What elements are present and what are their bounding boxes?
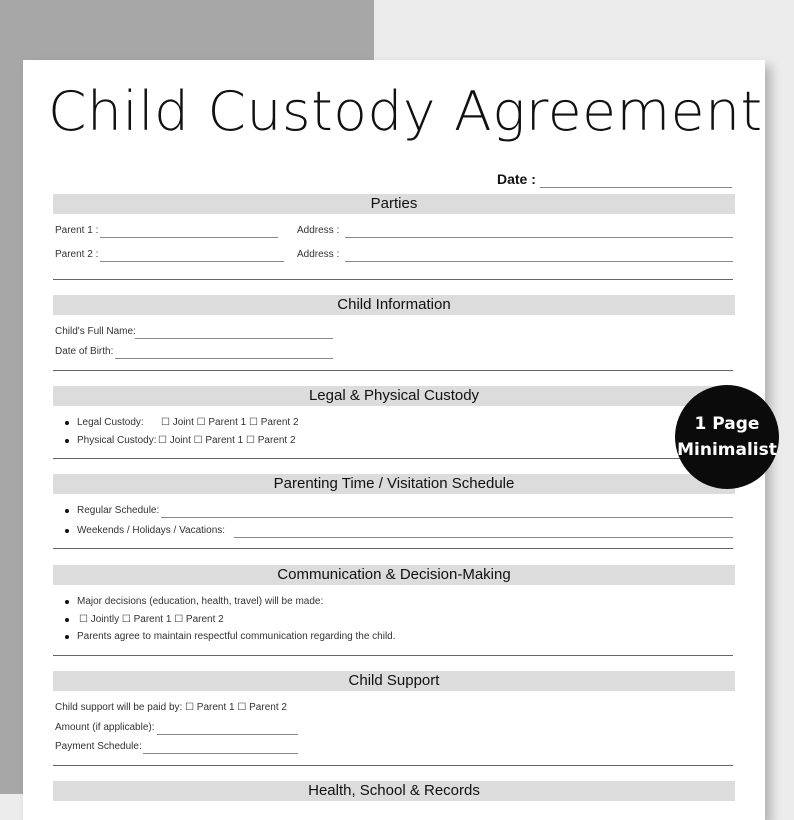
address2-label: Address : xyxy=(297,249,340,260)
amount-field-line[interactable] xyxy=(157,734,298,735)
date-field-line[interactable] xyxy=(540,187,732,188)
physical-custody-label: Physical Custody: xyxy=(77,435,157,446)
weekends-label: Weekends / Holidays / Vacations: xyxy=(77,525,226,536)
date-of-birth-label: Date of Birth: xyxy=(55,346,114,357)
address1-label: Address : xyxy=(297,225,340,236)
bullet-icon xyxy=(65,421,69,425)
section-divider xyxy=(53,370,733,371)
parent1-field-line[interactable] xyxy=(100,237,278,238)
address1-field-line[interactable] xyxy=(345,237,733,238)
regular-schedule-label: Regular Schedule: xyxy=(77,505,160,516)
badge-line-2: Minimalist xyxy=(677,440,777,460)
physical-custody-options[interactable]: ☐ Joint ☐ Parent 1 ☐ Parent 2 xyxy=(158,435,296,446)
support-paid-by[interactable]: Child support will be paid by: ☐ Parent 1 ☐ Parent 2 xyxy=(55,702,287,713)
respectful-communication-text: Parents agree to maintain respectful communication regarding the child. xyxy=(77,631,396,642)
section-heading-parties: Parties xyxy=(53,194,735,214)
decision-options[interactable]: ☐ Jointly ☐ Parent 1 ☐ Parent 2 xyxy=(79,614,224,625)
amount-label: Amount (if applicable): xyxy=(55,722,155,733)
parent2-label: Parent 2 : xyxy=(55,249,99,260)
date-of-birth-field-line[interactable] xyxy=(115,358,333,359)
legal-custody-options[interactable]: ☐ Joint ☐ Parent 1 ☐ Parent 2 xyxy=(161,417,299,428)
section-heading-child-support: Child Support xyxy=(53,671,735,691)
section-divider xyxy=(53,548,733,549)
bullet-icon xyxy=(65,618,69,622)
badge-line-1: 1 Page xyxy=(694,414,760,434)
bullet-icon xyxy=(65,529,69,533)
section-heading-communication: Communication & Decision-Making xyxy=(53,565,735,585)
minimalist-badge xyxy=(675,385,779,489)
payment-schedule-field-line[interactable] xyxy=(143,753,298,754)
document-title: Child Custody Agreement xyxy=(48,80,763,143)
address2-field-line[interactable] xyxy=(345,261,733,262)
bullet-icon xyxy=(65,600,69,604)
child-full-name-label: Child's Full Name: xyxy=(55,326,136,337)
parent1-label: Parent 1 : xyxy=(55,225,99,236)
section-heading-custody: Legal & Physical Custody xyxy=(53,386,735,406)
regular-schedule-field-line[interactable] xyxy=(161,517,733,518)
section-divider xyxy=(53,765,733,766)
weekends-field-line[interactable] xyxy=(234,537,733,538)
section-heading-visitation: Parenting Time / Visitation Schedule xyxy=(53,474,735,494)
document-page xyxy=(23,60,765,820)
bullet-icon xyxy=(65,509,69,513)
bullet-icon xyxy=(65,439,69,443)
section-heading-health: Health, School & Records xyxy=(53,781,735,801)
parent2-field-line[interactable] xyxy=(100,261,284,262)
child-full-name-field-line[interactable] xyxy=(135,338,333,339)
section-heading-child-information: Child Information xyxy=(53,295,735,315)
payment-schedule-label: Payment Schedule: xyxy=(55,741,142,752)
major-decisions-text: Major decisions (education, health, travel) will be made: xyxy=(77,596,324,607)
section-divider xyxy=(53,458,733,459)
section-divider xyxy=(53,279,733,280)
section-divider xyxy=(53,655,733,656)
legal-custody-label: Legal Custody: xyxy=(77,417,144,428)
date-label: Date : xyxy=(497,171,536,187)
bullet-icon xyxy=(65,635,69,639)
